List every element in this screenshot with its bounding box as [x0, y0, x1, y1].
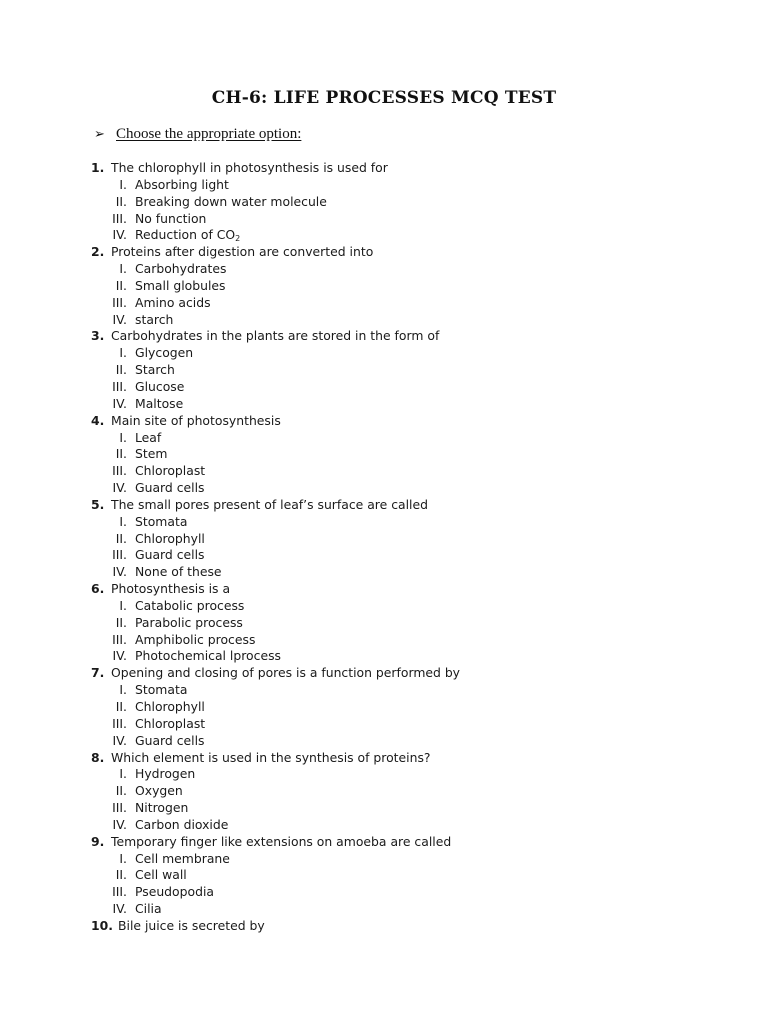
option-text: [135, 514, 187, 531]
option-label: Cell membrane: [135, 850, 230, 866]
option-numeral: I.: [119, 766, 127, 782]
option-label: Glucose: [135, 378, 185, 394]
option-text: [135, 194, 327, 211]
question-text: Proteins after digestion are converted into: [111, 244, 374, 260]
option-row: [0, 783, 768, 800]
option-text: [135, 211, 206, 228]
option-row: [0, 699, 768, 716]
option-text: [135, 867, 187, 884]
option-label: Chloroplast: [135, 715, 206, 731]
option-text: [135, 648, 281, 665]
question-row: [0, 160, 768, 177]
option-numeral: II.: [115, 277, 127, 293]
option-row: [0, 396, 768, 413]
option-row: [0, 362, 768, 379]
option-row: [0, 615, 768, 632]
option-text: [135, 884, 214, 901]
question-row: [0, 665, 768, 682]
option-numeral: I.: [119, 597, 127, 613]
option-label: Leaf: [135, 429, 162, 445]
option-row: [0, 177, 768, 194]
question-row: [0, 328, 768, 345]
option-numeral: III.: [112, 294, 127, 310]
option-text: [135, 632, 255, 649]
option-row: [0, 295, 768, 312]
option-label: Chlorophyll: [135, 530, 205, 546]
question-row: [0, 581, 768, 598]
option-numeral: III.: [112, 463, 127, 479]
option-numeral: IV.: [112, 732, 127, 748]
question-row: [0, 413, 768, 430]
option-row: [0, 463, 768, 480]
option-text: [135, 851, 230, 868]
option-numeral: III.: [112, 631, 127, 647]
option-text: [135, 396, 183, 413]
option-numeral: III.: [112, 884, 127, 900]
option-numeral: III.: [112, 547, 127, 563]
option-numeral: III.: [112, 715, 127, 731]
option-text: [135, 261, 226, 278]
option-numeral: IV.: [112, 648, 127, 664]
option-text: [135, 362, 175, 379]
option-text: [135, 682, 187, 699]
option-row: [0, 648, 768, 665]
question-text: The small pores present of leaf’s surface are called: [111, 496, 428, 512]
option-label: Nitrogen: [135, 800, 189, 816]
option-text: [135, 598, 244, 615]
question-number: 3.: [91, 328, 105, 344]
option-row: [0, 564, 768, 581]
option-text: [135, 295, 211, 312]
option-row: [0, 598, 768, 615]
option-subscript: 2: [235, 234, 241, 244]
option-text: [135, 615, 243, 632]
option-numeral: III.: [112, 378, 127, 394]
option-numeral: I.: [119, 176, 127, 192]
option-row: [0, 430, 768, 447]
option-numeral: I.: [119, 429, 127, 445]
option-row: [0, 716, 768, 733]
option-label: Amphibolic process: [135, 631, 256, 647]
option-text: [135, 766, 195, 783]
option-label: Cilia: [135, 901, 162, 917]
option-numeral: IV.: [112, 227, 127, 243]
option-row: [0, 531, 768, 548]
option-row: [0, 345, 768, 362]
question-number: 8.: [91, 749, 105, 765]
question-number: 2.: [91, 244, 105, 260]
option-numeral: I.: [119, 261, 127, 277]
option-numeral: IV.: [112, 816, 127, 832]
option-label: Cell wall: [135, 867, 187, 883]
option-label: Pseudopodia: [135, 884, 214, 900]
option-numeral: III.: [112, 210, 127, 226]
instruction-text: Choose the appropriate option:: [116, 126, 302, 142]
question-text: The chlorophyll in photosynthesis is used for: [111, 160, 388, 175]
option-row: [0, 733, 768, 750]
question-text: Opening and closing of pores is a function performed by: [111, 665, 461, 681]
option-text: [135, 446, 167, 463]
option-text: [135, 699, 205, 716]
option-label: Glycogen: [135, 345, 194, 361]
option-numeral: I.: [119, 345, 127, 361]
option-numeral: IV.: [112, 311, 127, 327]
question-text: Carbohydrates in the plants are stored in the form of: [111, 328, 440, 344]
question-list: [0, 160, 768, 935]
question-number: 1.: [91, 160, 105, 175]
option-text: [135, 177, 229, 194]
option-numeral: III.: [112, 800, 127, 816]
option-row: [0, 211, 768, 228]
question-row: [0, 918, 768, 935]
option-label: Catabolic process: [135, 597, 245, 613]
option-numeral: I.: [119, 850, 127, 866]
option-text: [135, 531, 205, 548]
option-numeral: IV.: [112, 480, 127, 496]
option-text: [135, 547, 205, 564]
option-row: [0, 379, 768, 396]
question-number: 10.: [91, 917, 113, 933]
option-label: Reduction of CO: [135, 227, 236, 243]
option-label: Guard cells: [135, 480, 205, 496]
option-row: [0, 682, 768, 699]
option-text: [135, 783, 183, 800]
option-numeral: IV.: [112, 564, 127, 580]
option-label: Photochemical lprocess: [135, 648, 281, 664]
option-numeral: II.: [115, 783, 127, 799]
option-text: [135, 733, 205, 750]
option-numeral: II.: [115, 193, 127, 209]
question-text: Bile juice is secreted by: [118, 917, 265, 933]
option-row: [0, 884, 768, 901]
option-label: Small globules: [135, 277, 226, 293]
option-numeral: II.: [115, 530, 127, 546]
option-text: [135, 901, 162, 918]
option-row: [0, 194, 768, 211]
option-label: Chlorophyll: [135, 699, 205, 714]
question-text: Photosynthesis is a: [111, 581, 231, 597]
question-number: 5.: [91, 496, 105, 512]
option-label: Amino acids: [135, 294, 211, 310]
option-label: Stomata: [135, 513, 188, 529]
question-number: 4.: [91, 412, 105, 428]
option-label: Starch: [135, 362, 175, 378]
option-text: [135, 430, 161, 447]
option-numeral: I.: [119, 513, 127, 529]
option-numeral: II.: [115, 867, 127, 883]
option-row: [0, 817, 768, 834]
option-label: Oxygen: [135, 783, 183, 799]
option-label: Stomata: [135, 682, 188, 698]
option-numeral: IV.: [112, 395, 127, 411]
option-label: starch: [135, 311, 174, 327]
option-row: [0, 632, 768, 649]
question-row: [0, 497, 768, 514]
option-text: [135, 278, 225, 295]
question-text: Main site of photosynthesis: [111, 412, 281, 428]
option-numeral: IV.: [112, 901, 127, 917]
option-label: Carbohydrates: [135, 261, 227, 277]
option-text: [135, 312, 173, 329]
option-row: [0, 446, 768, 463]
option-text: [135, 480, 205, 497]
question-row: [0, 750, 768, 767]
option-row: [0, 514, 768, 531]
instruction-line: [94, 126, 301, 143]
arrow-bullet-icon: ➢: [94, 127, 105, 142]
question-text: Temporary finger like extensions on amoeba are called: [111, 833, 452, 849]
question-row: [0, 834, 768, 851]
option-label: Parabolic process: [135, 614, 243, 630]
option-label: Maltose: [135, 395, 184, 411]
option-label: Hydrogen: [135, 766, 196, 782]
option-text: [135, 463, 205, 480]
question-number: 9.: [91, 833, 105, 849]
document-title: CH-6: LIFE PROCESSES MCQ TEST: [211, 88, 557, 108]
option-numeral: II.: [115, 362, 127, 378]
option-label: None of these: [135, 564, 222, 580]
option-text: [135, 379, 184, 396]
option-row: [0, 278, 768, 295]
option-label: Stem: [135, 446, 168, 462]
question-row: [0, 244, 768, 261]
option-text: [135, 564, 222, 581]
option-row: [0, 480, 768, 497]
option-label: Chloroplast: [135, 463, 206, 479]
option-text: [135, 345, 193, 362]
option-numeral: I.: [119, 682, 127, 698]
question-number: 6.: [91, 581, 105, 597]
option-row: [0, 261, 768, 278]
option-row: [0, 766, 768, 783]
option-numeral: II.: [115, 614, 127, 630]
question-number: 7.: [91, 665, 105, 681]
option-text: [135, 800, 188, 817]
option-row: [0, 312, 768, 329]
option-row: [0, 901, 768, 918]
option-text: [135, 716, 205, 733]
option-text: [135, 817, 228, 834]
option-label: Absorbing light: [135, 176, 229, 192]
option-numeral: II.: [115, 699, 127, 714]
option-row: [0, 227, 768, 244]
option-label: Breaking down water molecule: [135, 193, 327, 209]
option-label: Guard cells: [135, 732, 205, 748]
option-numeral: II.: [115, 446, 127, 462]
option-label: Carbon dioxide: [135, 816, 229, 832]
option-row: [0, 851, 768, 868]
option-row: [0, 867, 768, 884]
question-text: Which element is used in the synthesis of proteins?: [111, 749, 431, 765]
option-row: [0, 547, 768, 564]
option-label: No function: [135, 210, 207, 226]
option-row: [0, 800, 768, 817]
option-label: Guard cells: [135, 547, 205, 563]
